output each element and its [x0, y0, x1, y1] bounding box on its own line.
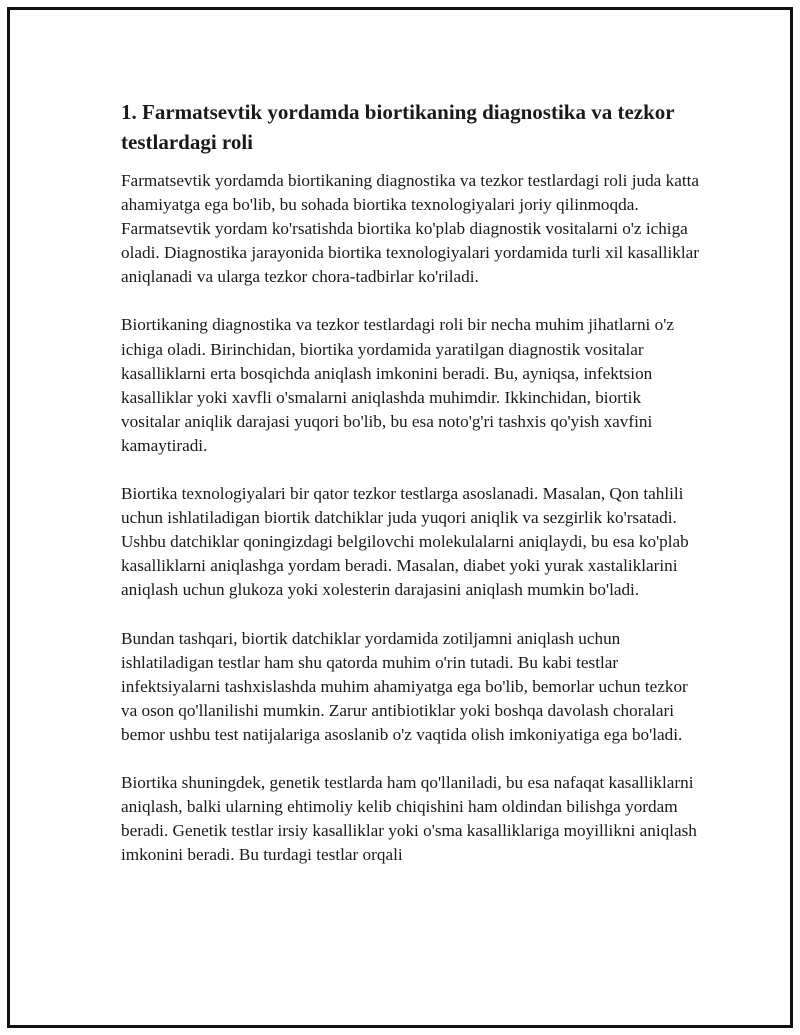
- paragraph-1: Farmatsevtik yordamda biortikaning diagnostika va tezkor testlardagi roli juda katta ahamiyatga ega bo'lib, bu sohada biortika texnologiyalari joriy qilinmoqda. Farmatsevtik yordam ko'rsatishda biortika ko'plab diagnostik vositalarni o'z ichiga oladi. Diagnostika jarayonida biortika texnologiyalari yordamida turli xil kasalliklar aniqlanadi va ularga tezkor chora-tadbirlar ko'riladi.: [121, 171, 700, 287]
- paragraph-3: Biortika texnologiyalari bir qator tezkor testlarga asoslanadi. Masalan, Qon tahlili uchun ishlatiladigan biortik datchiklar juda yuqori aniqlik va sezgirlik ko'rsatadi. Ushbu datchiklar qoningizdagi belgilovchi molekulalarni aniqlaydi, bu esa ko'plab kasalliklarni aniqlashga yordam beradi. Masalan, diabet yoki yurak xastaliklarini aniqlash uchun glukoza yoki xolesterin darajasini aniqlash mumkin bo'ladi.: [121, 484, 689, 600]
- paragraph-2: Biortikaning diagnostika va tezkor testlardagi roli bir necha muhim jihatlarni o'z ichiga oladi. Birinchidan, biortika yordamida yaratilgan diagnostik vositalar kasalliklarni erta bosqichda aniqlash imkonini beradi. Bu, ayniqsa, infektsion kasalliklar yoki xavfli o'smalarni aniqlashda muhimdir. Ikkinchidan, biortik vositalar aniqlik darajasi yuqori bo'lib, bu esa noto'g'ri tashxis qo'yish xavfini kamaytiradi.: [121, 315, 674, 455]
- paragraph-4: Bundan tashqari, biortik datchiklar yordamida zotiljamni aniqlash uchun ishlatiladigan testlar ham shu qatorda muhim o'rin tutadi. Bu kabi testlar infektsiyalarni tashxislashda muhim ahamiyatga ega bo'lib, bemorlar uchun tezkor va oson qo'llanilishi mumkin. Zarur antibiotiklar yoki boshqa davolash choralari bemor ushbu test natijalariga asoslanib o'z vaqtida olish imkoniyatiga ega bo'ladi.: [121, 628, 688, 744]
- document-body: [121, 97, 701, 891]
- paragraph-5: Biortika shuningdek, genetik testlarda ham qo'llaniladi, bu esa nafaqat kasalliklarni aniqlash, balki ularning ehtimoliy kelib chiqishini ham oldindan bilishga yordam beradi. Genetik testlar irsiy kasalliklar yoki o'sma kasalliklariga moyillikni aniqlash imkonini beradi. Bu turdagi testlar orqali: [121, 772, 697, 865]
- page-frame: [7, 7, 793, 1028]
- section-heading: 1. Farmatsevtik yordamda biortikaning diagnostika va tezkor testlardagi roli: [121, 100, 675, 154]
